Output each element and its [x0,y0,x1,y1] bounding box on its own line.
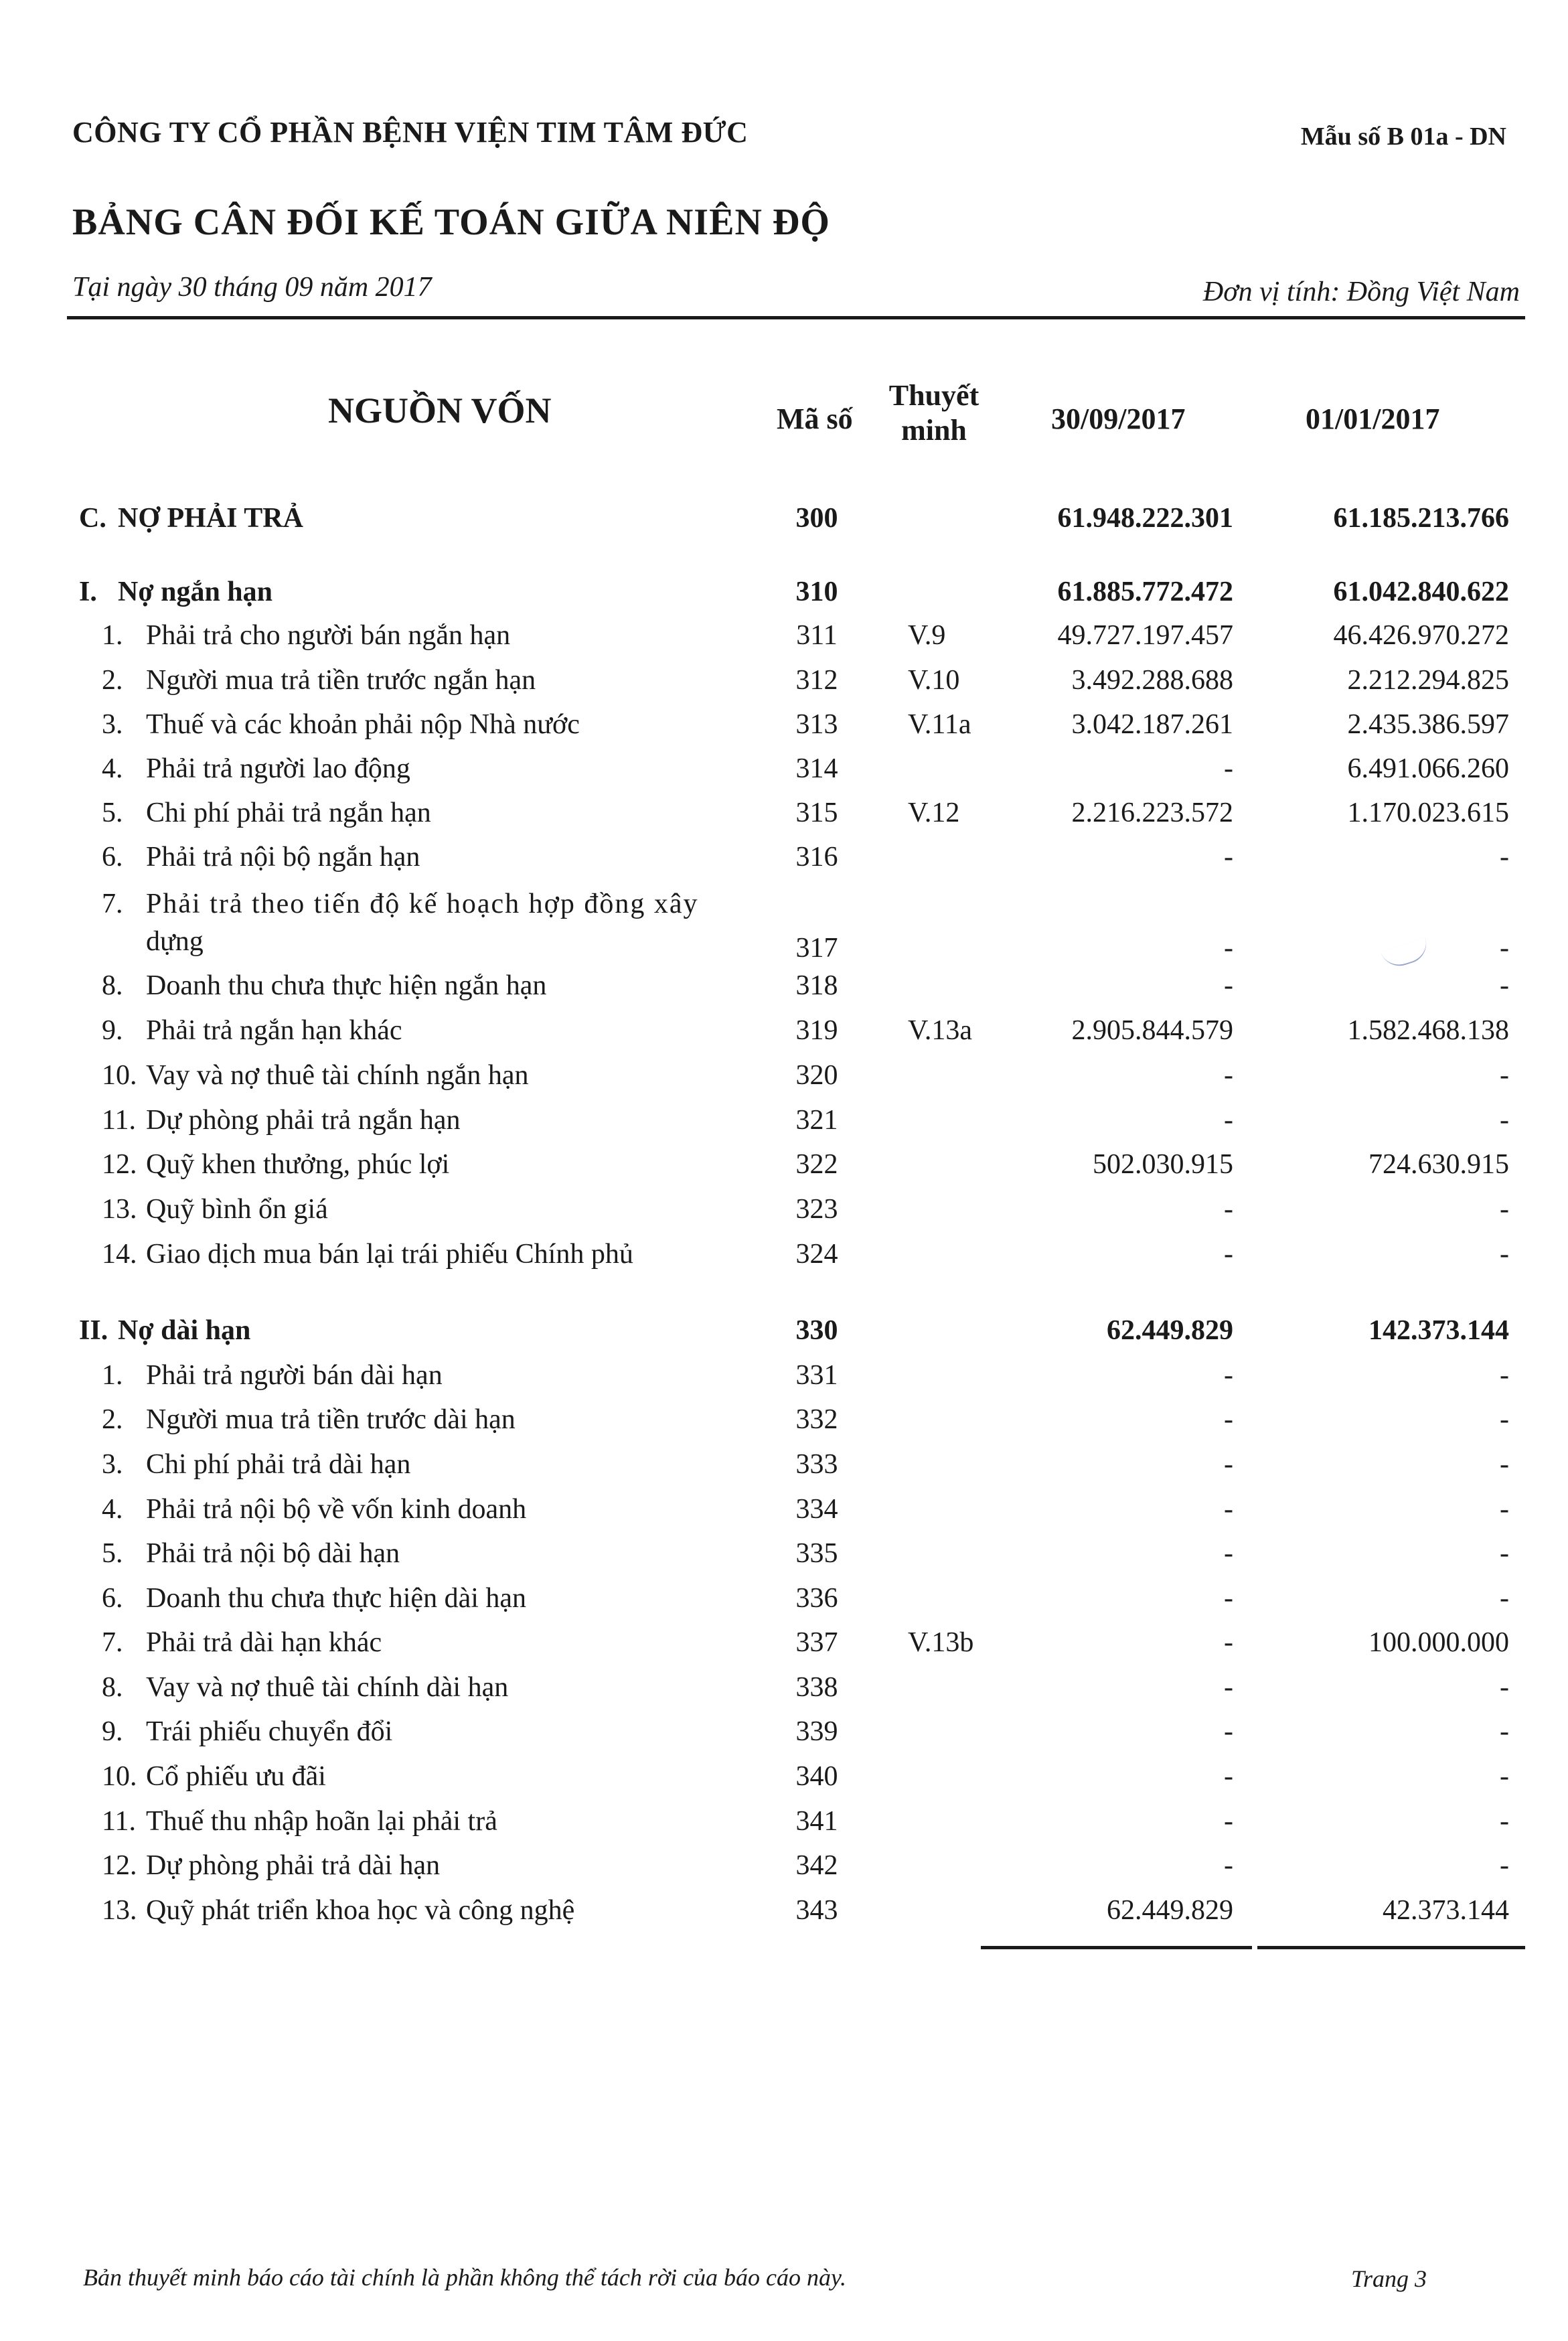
row-label [102,1404,516,1436]
row-note: V.13a [908,1015,973,1046]
row-label [79,576,272,608]
row-label-text: Thuế và các khoản phải nộp Nhà nước [146,709,580,740]
row-value-period-start: - [1500,1060,1509,1091]
row-number: 4. [102,1494,123,1525]
row-note: V.9 [908,620,946,651]
row-value-period-start: 2.435.386.597 [1347,709,1509,740]
table-row [0,1059,1568,1100]
company-name: CÔNG TY CỔ PHẦN BỆNH VIỆN TIM TÂM ĐỨC [72,116,749,149]
row-label-continuation: dựng [146,926,204,957]
row-code: 336 [795,1583,838,1614]
row-label [102,1014,402,1047]
row-code: 324 [795,1239,838,1270]
row-value-period-start: - [1500,842,1509,873]
report-date: Tại ngày 30 tháng 09 năm 2017 [72,272,432,303]
column-header-code: Mã số [777,402,853,435]
row-label-text: Quỹ phát triển khoa học và công nghệ [146,1895,575,1926]
row-label-text: Dự phòng phải trả ngắn hạn [146,1105,461,1136]
table-row [0,1193,1568,1233]
row-label [102,885,699,960]
row-value-period-end: - [1224,1105,1233,1136]
row-label-text: Phải trả người bán dài hạn [146,1360,443,1391]
row-value-period-end: - [1224,1761,1233,1792]
row-code: 315 [795,798,838,828]
row-label [79,1314,250,1347]
row-code: 343 [795,1895,838,1926]
row-code: 335 [795,1538,838,1569]
row-note: V.11a [908,709,971,740]
row-label-text: Nợ dài hạn [118,1315,251,1346]
row-label-text: Phải trả cho người bán ngắn hạn [146,620,511,651]
table-row [0,1493,1568,1533]
row-code: 310 [795,577,838,607]
row-value-period-end: - [1224,933,1233,964]
row-label [102,1805,497,1837]
row-value-period-end: - [1224,1627,1233,1658]
row-code: 332 [795,1404,838,1435]
row-label [102,797,431,829]
row-number: 13. [102,1895,137,1926]
row-code: 319 [795,1015,838,1046]
row-value-period-start: - [1500,1583,1509,1614]
row-value-period-end: 3.492.288.688 [1071,665,1233,696]
table-row [0,970,1568,1010]
row-value-period-start: 142.373.144 [1368,1315,1509,1346]
page-number: Trang 3 [1351,2265,1427,2292]
row-value-period-end: 2.216.223.572 [1071,798,1233,828]
row-number: 12. [102,1149,137,1180]
table-row [0,1537,1568,1578]
currency-unit: Đơn vị tính: Đồng Việt Nam [1202,277,1520,307]
table-row [0,753,1568,793]
row-label-text: Người mua trả tiền trước ngắn hạn [146,665,536,696]
row-value-period-start: 1.582.468.138 [1347,1015,1509,1046]
table-row [0,1627,1568,1667]
row-number: I. [79,577,97,607]
row-label-text: Dự phòng phải trả dài hạn [146,1850,441,1881]
row-value-period-end: - [1224,1538,1233,1569]
row-label [102,664,536,696]
row-label-text: Cổ phiếu ưu đãi [146,1761,326,1792]
row-code: 330 [795,1315,838,1346]
table-row [0,885,1568,972]
row-label [102,753,410,785]
row-value-period-start: 724.630.915 [1368,1149,1509,1180]
row-label-text: Thuế thu nhập hoãn lại phải trả [146,1806,497,1837]
row-code: 333 [795,1449,838,1480]
table-row [0,1104,1568,1144]
row-value-period-end: - [1224,1672,1233,1703]
column-header-note [887,378,981,448]
row-number: 5. [102,798,123,828]
row-label-text: Người mua trả tiền trước dài hạn [146,1404,516,1435]
row-value-period-start: - [1500,1850,1509,1881]
row-number: 8. [102,1672,123,1703]
row-value-period-end: 49.727.197.457 [1057,620,1233,651]
row-label-text: Phải trả nội bộ ngắn hạn [146,842,420,873]
row-label [102,1760,326,1793]
row-value-period-end: - [1224,1194,1233,1225]
row-label-text: Phải trả theo tiến độ kế hoạch hợp đồng xây [146,889,699,919]
row-code: 321 [795,1105,838,1136]
table-row [0,841,1568,881]
row-number: 11. [102,1105,136,1136]
table-row [0,797,1568,837]
row-value-period-end: - [1224,842,1233,873]
row-value-period-end: - [1224,1449,1233,1480]
table-row [0,1148,1568,1189]
row-number: 5. [102,1538,123,1569]
table-row [0,576,1568,616]
row-value-period-end: - [1224,1404,1233,1435]
row-number: 11. [102,1806,136,1837]
row-code: 340 [795,1761,838,1792]
row-value-period-end: 502.030.915 [1093,1149,1233,1180]
row-label-text: Vay và nợ thuê tài chính dài hạn [146,1672,509,1703]
document-title: BẢNG CÂN ĐỐI KẾ TOÁN GIỮA NIÊN ĐỘ [72,202,830,243]
row-label [102,970,546,1002]
row-number: C. [79,503,106,534]
row-label [102,1193,328,1225]
row-code: 341 [795,1806,838,1837]
row-label [102,1104,461,1136]
row-label [102,1059,529,1091]
row-value-period-start: 6.491.066.260 [1347,753,1509,784]
row-value-period-start: - [1500,1360,1509,1391]
total-underline-period-start [1257,1946,1525,1949]
table-row [0,1404,1568,1444]
row-value-period-start: - [1500,1105,1509,1136]
row-code: 317 [795,933,838,964]
column-header-note-line2: minh [901,414,967,447]
table-row [0,1359,1568,1400]
row-label-text: Trái phiếu chuyển đổi [146,1716,393,1747]
row-label-text: Phải trả nội bộ về vốn kinh doanh [146,1494,527,1525]
row-number: 6. [102,842,123,873]
row-number: 2. [102,665,123,696]
table-row [0,619,1568,660]
table-row [0,1238,1568,1278]
row-label [102,1448,410,1481]
row-value-period-start: - [1500,1194,1509,1225]
column-header-period-start: 01/01/2017 [1306,402,1440,435]
row-label [102,1716,392,1748]
row-code: 300 [795,503,838,534]
column-header-item: NGUỒN VỐN [328,390,552,431]
row-label [102,841,420,873]
table-row [0,1582,1568,1622]
row-label-text: Doanh thu chưa thực hiện ngắn hạn [146,970,547,1001]
row-value-period-start: 46.426.970.272 [1333,620,1509,651]
row-value-period-start: - [1500,970,1509,1001]
row-value-period-start: 1.170.023.615 [1347,798,1509,828]
row-code: 320 [795,1060,838,1091]
row-code: 337 [795,1627,838,1658]
row-code: 313 [795,709,838,740]
row-number: 4. [102,753,123,784]
row-number: 2. [102,1404,123,1435]
table-row [0,502,1568,542]
row-code: 323 [795,1194,838,1225]
row-number: II. [79,1315,108,1346]
footer-note: Bản thuyết minh báo cáo tài chính là phần không thể tách rời của báo cáo này. [83,2264,847,2291]
row-code: 334 [795,1494,838,1525]
row-label-text: Chi phí phải trả ngắn hạn [146,798,431,828]
row-label [102,1238,633,1270]
row-value-period-end: - [1224,1060,1233,1091]
row-label [102,1894,574,1927]
table-row [0,1805,1568,1845]
row-number: 13. [102,1194,137,1225]
row-value-period-start: 61.185.213.766 [1333,503,1509,534]
row-number: 10. [102,1060,137,1091]
row-code: 331 [795,1360,838,1391]
row-code: 314 [795,753,838,784]
row-value-period-end: - [1224,1494,1233,1525]
row-label-text: NỢ PHẢI TRẢ [118,503,303,534]
row-label-text: Vay và nợ thuê tài chính ngắn hạn [146,1060,529,1091]
table-row [0,1894,1568,1935]
row-value-period-start: - [1500,1538,1509,1569]
row-number: 1. [102,1360,123,1391]
row-label-text: Phải trả nội bộ dài hạn [146,1538,400,1569]
form-number: Mẫu số B 01a - DN [1300,123,1506,151]
row-value-period-end: 3.042.187.261 [1071,709,1233,740]
row-number: 6. [102,1583,123,1614]
row-note: V.10 [908,665,960,696]
row-label-text: Doanh thu chưa thực hiện dài hạn [146,1583,527,1614]
row-label-text: Phải trả người lao động [146,753,410,784]
table-row [0,708,1568,749]
row-label [102,619,510,652]
column-header-note-line1: Thuyết [888,379,979,412]
row-value-period-end: - [1224,1716,1233,1747]
table-row [0,1014,1568,1055]
table-row [0,1716,1568,1756]
row-number: 14. [102,1239,137,1270]
row-value-period-start: - [1500,1449,1509,1480]
row-value-period-start: 61.042.840.622 [1333,577,1509,607]
row-label [102,1671,508,1704]
row-label-text: Nợ ngắn hạn [118,577,273,607]
table-row [0,1671,1568,1712]
row-code: 311 [796,620,838,651]
row-value-period-start: 2.212.294.825 [1347,665,1509,696]
row-number: 3. [102,709,123,740]
row-code: 322 [795,1149,838,1180]
row-number: 10. [102,1761,137,1792]
row-label [102,1849,440,1882]
row-value-period-end: - [1224,970,1233,1001]
row-number: 9. [102,1015,123,1046]
row-number: 12. [102,1850,137,1881]
row-value-period-end: 2.905.844.579 [1071,1015,1233,1046]
row-value-period-end: - [1224,1806,1233,1837]
total-underline-period-end [981,1946,1252,1949]
row-label [102,1359,443,1391]
row-number: 7. [102,1627,123,1658]
table-row [0,1849,1568,1890]
row-label [102,1627,382,1659]
table-row [0,1760,1568,1801]
row-value-period-start: - [1500,1239,1509,1270]
column-header-period-end: 30/09/2017 [1051,402,1186,435]
row-label-text: Phải trả ngắn hạn khác [146,1015,402,1046]
row-value-period-end: - [1224,1360,1233,1391]
row-value-period-start: - [1500,1494,1509,1525]
row-label [102,1537,400,1570]
row-code: 339 [795,1716,838,1747]
row-number: 7. [102,889,123,919]
row-code: 316 [795,842,838,873]
row-value-period-end: - [1224,1239,1233,1270]
row-code: 318 [795,970,838,1001]
row-value-period-start: - [1500,1716,1509,1747]
row-code: 342 [795,1850,838,1881]
row-number: 9. [102,1716,123,1747]
row-value-period-end: - [1224,753,1233,784]
row-number: 1. [102,620,123,651]
row-value-period-end: 62.449.829 [1107,1895,1233,1926]
row-note: V.12 [908,798,960,828]
row-value-period-end: 62.449.829 [1107,1315,1233,1346]
table-row [0,1448,1568,1489]
row-label [102,1493,526,1525]
row-value-period-end: 61.948.222.301 [1057,503,1233,534]
row-label [79,502,303,534]
row-value-period-start: 42.373.144 [1383,1895,1509,1926]
row-value-period-start: - [1500,933,1509,964]
row-label [102,708,580,741]
row-label-text: Chi phí phải trả dài hạn [146,1449,411,1480]
row-code: 338 [795,1672,838,1703]
row-label [102,1148,449,1181]
row-note: V.13b [908,1627,974,1658]
row-label-text: Quỹ khen thưởng, phúc lợi [146,1149,450,1180]
row-label-text: Quỹ bình ổn giá [146,1194,328,1225]
row-label [102,1582,526,1614]
row-number: 8. [102,970,123,1001]
row-value-period-start: - [1500,1761,1509,1792]
row-label-text: Phải trả dài hạn khác [146,1627,382,1658]
row-value-period-start: - [1500,1806,1509,1837]
row-value-period-start: - [1500,1404,1509,1435]
table-row [0,664,1568,704]
row-label-text: Giao dịch mua bán lại trái phiếu Chính phủ [146,1239,633,1270]
row-value-period-end: - [1224,1850,1233,1881]
row-code: 312 [795,665,838,696]
row-value-period-start: 100.000.000 [1368,1627,1509,1658]
row-value-period-start: - [1500,1672,1509,1703]
row-number: 3. [102,1449,123,1480]
row-value-period-end: - [1224,1583,1233,1614]
table-row [0,1314,1568,1355]
row-value-period-end: 61.885.772.472 [1057,577,1233,607]
header-divider [67,316,1525,319]
